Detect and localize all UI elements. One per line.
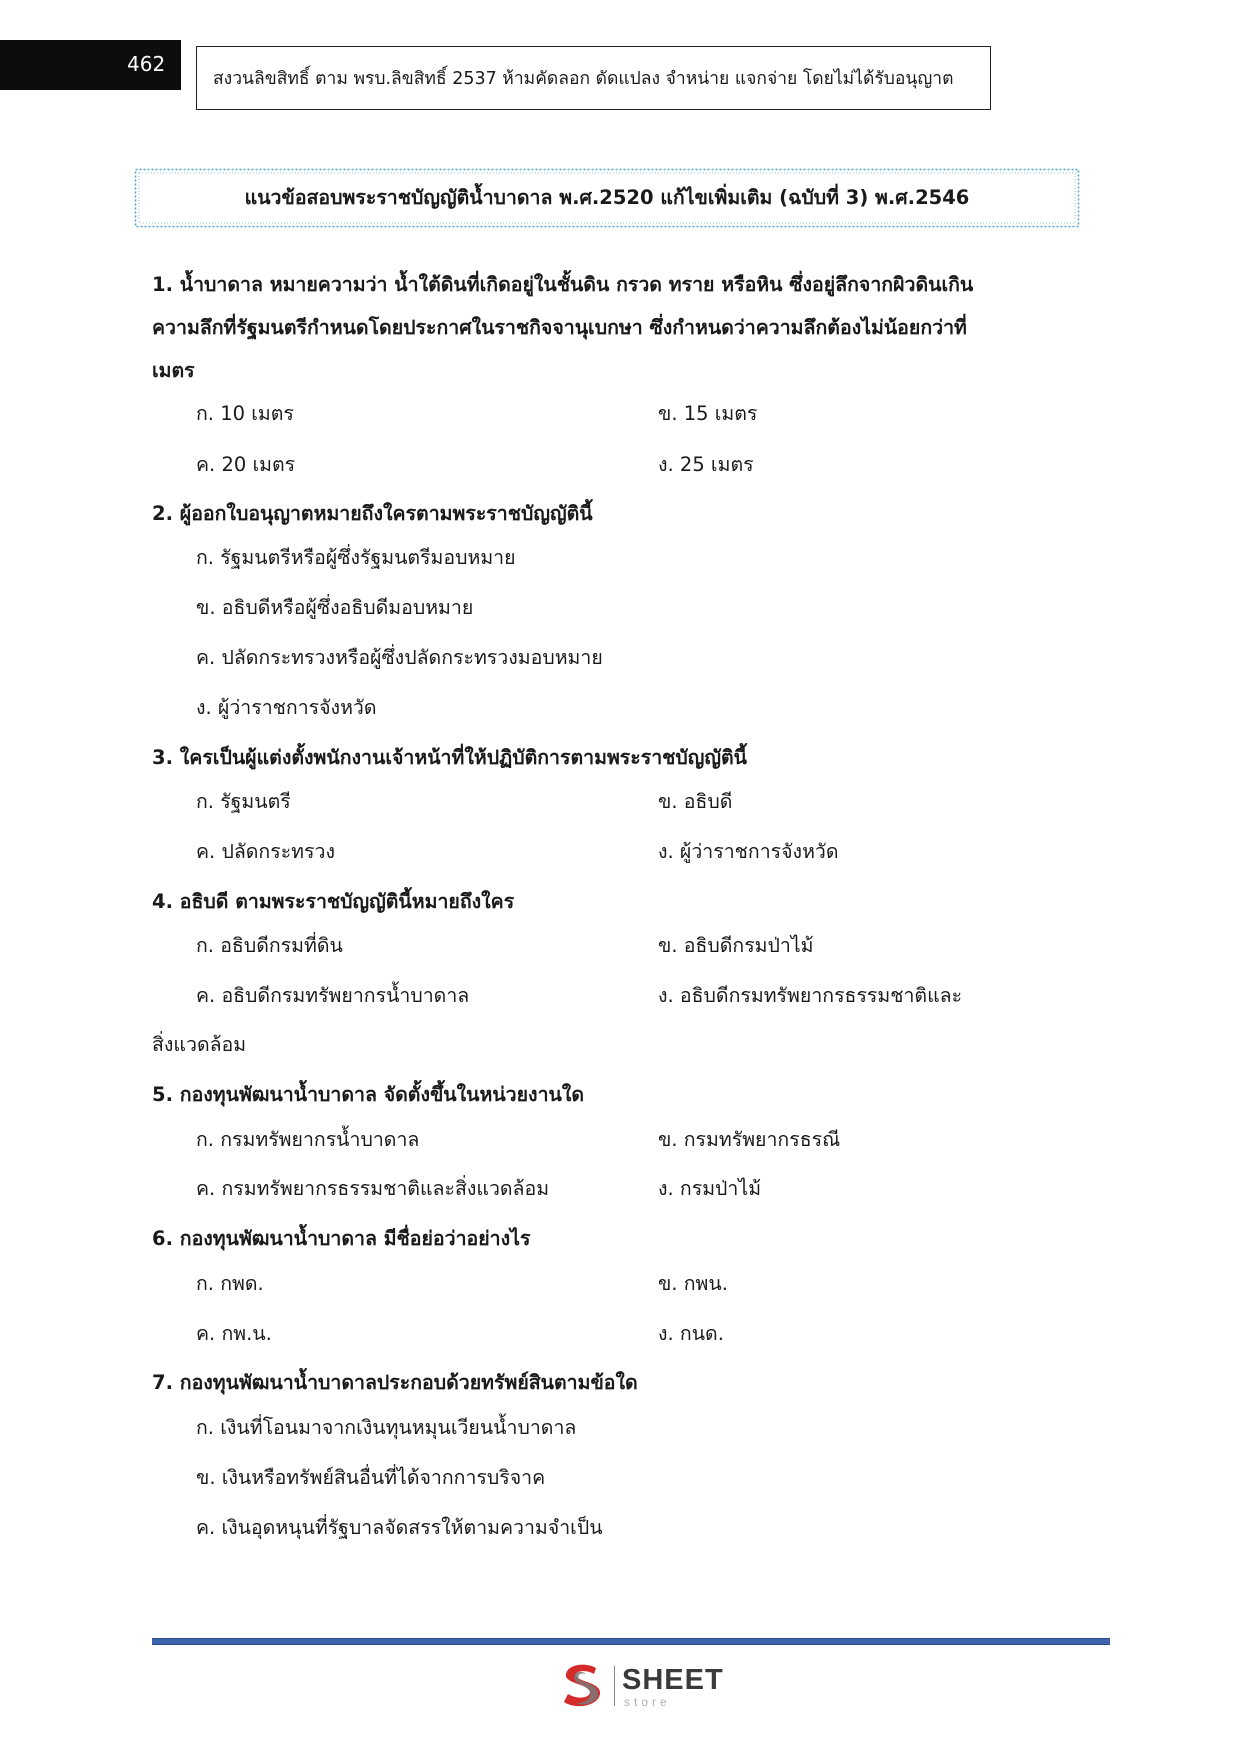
question-6-option-d: ง. กนด. [658,1322,724,1345]
question-1-option-d: ง. 25 เมตร [658,453,754,476]
question-6-option-c: ค. กพ.น. [196,1322,272,1345]
copyright-notice: สงวนลิขสิทธิ์ ตาม พรบ.ลิขสิทธิ์ 2537 ห้ามคัดลอก ดัดแปลง จำหน่าย แจกจ่าย โดยไม่ได้รับอนุญาต [196,46,991,110]
question-1-option-c: ค. 20 เมตร [196,453,296,476]
question-4-option-d-continuation: สิ่งแวดล้อม [152,1033,247,1056]
question-5-option-d: ง. กรมป่าไม้ [658,1177,762,1200]
question-3-option-b: ข. อธิบดี [658,790,733,813]
question-1-line-1: 1. น้ำบาดาล หมายความว่า น้ำใต้ดินที่เกิดอยู่ในชั้นดิน กรวด ทราย หรือหิน ซึ่งอยู่ลึกจากผิวดินเกิน [152,273,974,296]
page-number-box [0,40,181,90]
question-3-option-d: ง. ผู้ว่าราชการจังหวัด [658,840,839,863]
question-6-option-b: ข. กพน. [658,1272,728,1295]
question-2-option-c: ค. ปลัดกระทรวงหรือผู้ซึ่งปลัดกระทรวงมอบหมาย [196,646,603,669]
question-1-option-b: ข. 15 เมตร [658,402,758,425]
question-2: 2. ผู้ออกใบอนุญาตหมายถึงใครตามพระราชบัญญัตินี้ [152,502,593,525]
question-2-option-d: ง. ผู้ว่าราชการจังหวัด [196,696,377,719]
question-5-option-a: ก. กรมทรัพยากรน้ำบาดาล [196,1128,420,1151]
question-2-option-a: ก. รัฐมนตรีหรือผู้ซึ่งรัฐมนตรีมอบหมาย [196,546,516,569]
question-4: 4. อธิบดี ตามพระราชบัญญัตินี้หมายถึงใคร [152,890,515,913]
question-3: 3. ใครเป็นผู้แต่งตั้งพนักงานเจ้าหน้าที่ให้ปฏิบัติการตามพระราชบัญญัตินี้ [152,746,748,769]
question-6-option-a: ก. กพด. [196,1272,264,1295]
question-3-option-c: ค. ปลัดกระทรวง [196,840,335,863]
question-1-line-3: เมตร [152,359,195,382]
footer-rule [152,1638,1110,1645]
question-2-option-b: ข. อธิบดีหรือผู้ซึ่งอธิบดีมอบหมาย [196,596,474,619]
question-7-option-c: ค. เงินอุดหนุนที่รัฐบาลจัดสรรให้ตามความจำเป็น [196,1516,603,1539]
sheet-store-logo [556,1660,726,1712]
page-number: 462 [127,52,166,76]
question-4-option-b: ข. อธิบดีกรมป่าไม้ [658,934,814,957]
question-4-option-d: ง. อธิบดีกรมทรัพยากรธรรมชาติและ [658,984,963,1007]
logo-separator [614,1666,615,1706]
logo-subtext: store [624,1695,671,1709]
question-6: 6. กองทุนพัฒนาน้ำบาดาล มีชื่อย่อว่าอย่างไร [152,1227,531,1250]
logo-text: SHEET [622,1664,724,1696]
sheet-logo-icon [556,1660,612,1712]
question-5: 5. กองทุนพัฒนาน้ำบาดาล จัดตั้งขึ้นในหน่วยงานใด [152,1083,585,1106]
question-7: 7. กองทุนพัฒนาน้ำบาดาลประกอบด้วยทรัพย์สินตามข้อใด [152,1371,638,1394]
question-5-option-b: ข. กรมทรัพยากรธรณี [658,1128,841,1151]
question-5-option-c: ค. กรมทรัพยากรธรรมชาติและสิ่งแวดล้อม [196,1177,550,1200]
question-4-option-c: ค. อธิบดีกรมทรัพยากรน้ำบาดาล [196,984,470,1007]
question-7-option-b: ข. เงินหรือทรัพย์สินอื่นที่ได้จากการบริจาค [196,1466,546,1489]
question-3-option-a: ก. รัฐมนตรี [196,790,291,813]
title-frame [134,168,1080,228]
question-1-option-a: ก. 10 เมตร [196,402,294,425]
question-1-line-2: ความลึกที่รัฐมนตรีกำหนดโดยประกาศในราชกิจจานุเบกษา ซึ่งกำหนดว่าความลึกต้องไม่น้อยกว่าที่ [152,316,967,339]
question-7-option-a: ก. เงินที่โอนมาจากเงินทุนหมุนเวียนน้ำบาดาล [196,1416,577,1439]
question-4-option-a: ก. อธิบดีกรมที่ดิน [196,934,343,957]
document-title: แนวข้อสอบพระราชบัญญัติน้ำบาดาล พ.ศ.2520 แก้ไขเพิ่มเติม (ฉบับที่ 3) พ.ศ.2546 [244,186,970,209]
